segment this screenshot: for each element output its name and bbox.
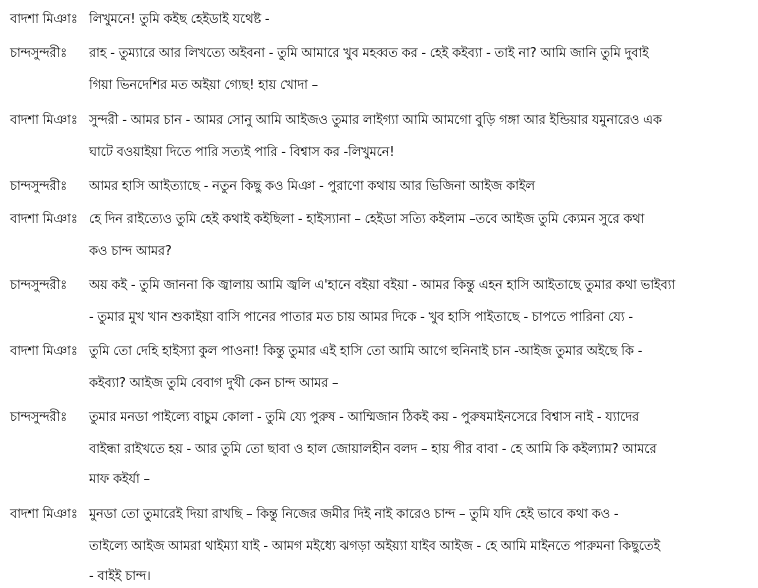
dialogue-line: তুমি তো দেহি হাইস্যা কুল পাওনা! কিন্তু তুমার এই হাসি তো আমি আগে হুনিনাই চান -আইজ তুমার অইছে কি - — [89, 344, 643, 359]
dialogue-line: সুন্দরী - আমর চান - আমর সোনু আমি আইজও তুমার লাইগ্যা আমি আমগো বুড়ি গঙ্গা আর ইন্ডিয়ার যমুনারেও এক — [89, 113, 662, 128]
dialogue-line: কও চান্দ আমর? — [89, 244, 172, 259]
dialogue-line: আমর হাসি আইত্যাছে - নতুন কিছু কও মিঞা - পুরাণো কথায় আর ভিজিনা আইজ কাইল — [89, 179, 535, 194]
speaker-label: চান্দসুন্দরীঃ — [10, 179, 68, 194]
speaker-label: চান্দসুন্দরীঃ — [10, 410, 68, 425]
speaker-label: বাদশা মিঞাঃ — [10, 507, 78, 522]
dialogue-line: তুমার মনডা পাইল্যে বাচুম কোলা - তুমি য্যে পুরুষ - আম্মিজান ঠিকই কয় - পুরুষমাইনসেরে বিশ্বাস নাই - য্যাদের — [89, 410, 639, 425]
speaker-label: বাদশা মিঞাঃ — [10, 12, 78, 27]
dialogue-line: গিয়া ভিনদেশির মত অইয়া গ্যেছ! হায় খোদা – — [89, 78, 318, 93]
dialogue-line: ঘাটে বওয়াইয়া দিতে পারি সত্যই পারি - বিশ্বাস কর -লিখুমনে! — [89, 145, 395, 160]
dialogue-line: রাহ - তুম্যারে আর লিখত্যে অইবনা - তুমি আমারে খুব মহব্বত কর - হেই কইব্যা - তাই না? আমি জানি তুমি দুবাই — [89, 46, 649, 61]
speaker-label: বাদশা মিঞাঃ — [10, 212, 78, 227]
dialogue-line: কইব্যা? আইজ তুমি বেবাগ দুখী কেন চান্দ আমর – — [89, 376, 339, 391]
speaker-label: চান্দসুন্দরীঃ — [10, 46, 68, 61]
dialogue-line: - বাইই চান্দ। — [89, 569, 151, 584]
dialogue-line: লিখুমনে! তুমি কইছ হেইডাই যথেষ্ট - — [89, 12, 270, 27]
dialogue-line: মাফ কইর্যা – — [89, 472, 150, 487]
dialogue-line: - তুমার মুখ খান শুকাইয়া বাসি পানের পাতার মত চায় আমর দিকে - খুব হাসি পাইতাছে - চাপতে পারিনা য্যে - — [89, 310, 633, 325]
dialogue-line: অয় কই - তুমি জাননা কি জ্বালায় আমি জ্বলি এ'হানে বইয়া বইয়া - আমর কিন্তু এহন হাসি আইতাছে তুমার কথা ভাইব্যা — [89, 278, 676, 293]
dialogue-line: তাইল্যে আইজ আমরা থাইম্যা যাই - আমগ মইধ্যে ঝগড়া অইয়্যা যাইব আইজ - হে আমি মাইনতে পারুমনা কিছুতেই — [89, 539, 661, 554]
dialogue-line: হে দিন রাইত্যেও তুমি হেই কথাই কইছিলা - হাইস্যানা – হেইডা সত্যি কইলাম –তবে আইজ তুমি ক্যেমন সুরে কথা — [89, 212, 645, 227]
dialogue-line: মুনডা তো তুমারেই দিয়া রাখছি – কিন্তু নিজের জমীর দিই নাই কারেও চান্দ – তুমি যদি হেই ভাবে কথা কও - — [89, 507, 619, 522]
speaker-label: বাদশা মিঞাঃ — [10, 344, 78, 359]
dialogue-line: বাইন্ধা রাইখতে হয় - আর তুমি তো ছাবা ও হাল জোয়ালহীন বলদ – হায় পীর বাবা - হে আমি কি কইল্যাম? আমরে — [89, 442, 657, 457]
speaker-label: চান্দসুন্দরীঃ — [10, 278, 68, 293]
speaker-label: বাদশা মিঞাঃ — [10, 113, 78, 128]
